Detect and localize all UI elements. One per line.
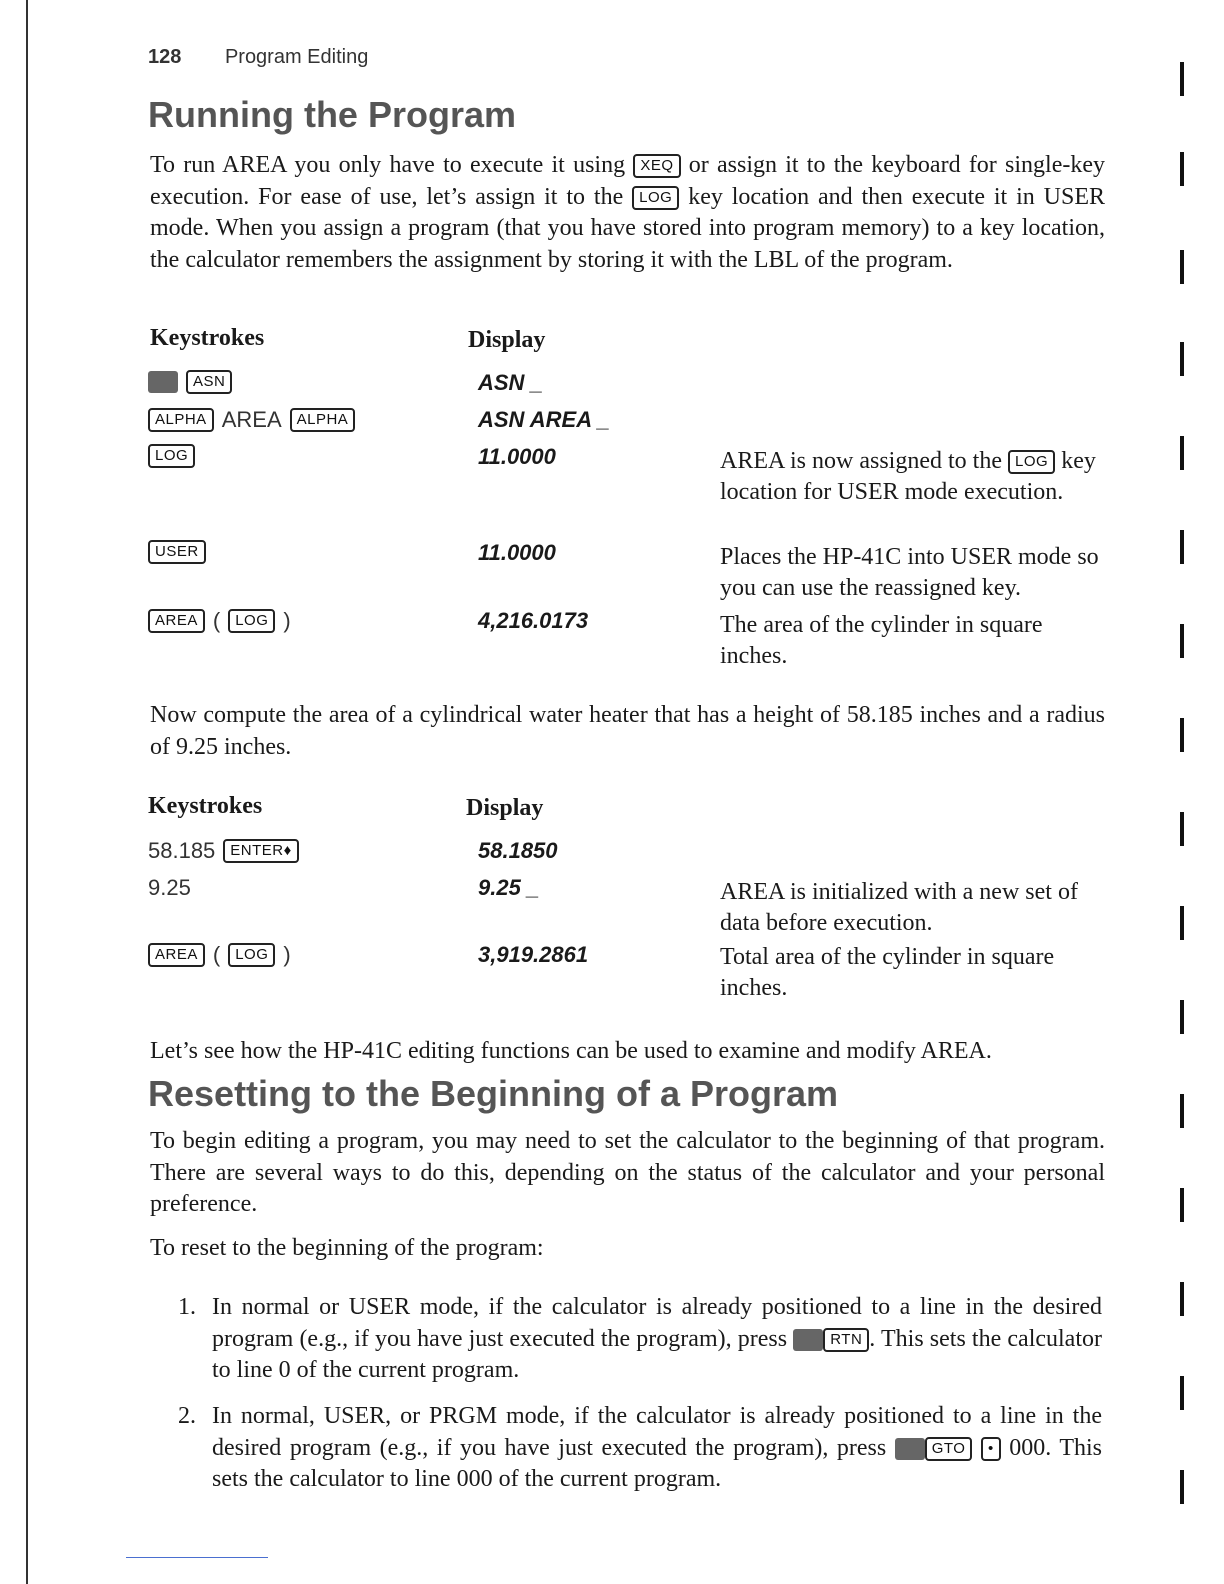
keystrokes-cell	[148, 942, 291, 968]
display-value: ASN _	[478, 370, 543, 395]
list-item	[178, 1401, 1103, 1496]
edge-mark	[1180, 342, 1184, 376]
keystrokes-header: Keystrokes	[150, 325, 265, 351]
edge-mark	[1180, 1282, 1184, 1316]
log-key: LOG	[148, 444, 195, 468]
display-header: Display	[466, 795, 544, 821]
keystrokes-cell	[148, 838, 299, 864]
shift-key	[148, 371, 178, 393]
rtn-key: RTN	[823, 1328, 869, 1352]
reset-intro: To reset to the beginning of the program:	[150, 1235, 544, 1261]
edge-mark	[1180, 436, 1184, 470]
heading-running-the-program: Running the Program	[148, 94, 516, 135]
running-head	[148, 46, 368, 69]
item-text: In normal, USER, or PRGM mode, if the calculator is already positioned to a line in the desired program (e.g., if you have just executed the program), press	[212, 1403, 1102, 1461]
open-paren: (	[212, 942, 221, 967]
display-value: 11.0000	[478, 540, 556, 565]
resetting-paragraph: To begin editing a program, you may need to set the calculator to the beginning of that program. There are several ways to do this, depending on the status of the calculator and your personal preference.	[150, 1128, 1105, 1217]
item-text: . This sets the calculator to line 0 of the current program.	[212, 1325, 1102, 1383]
alpha-key: ALPHA	[148, 408, 214, 432]
enter-key: ENTER♦	[223, 839, 299, 863]
display-value: 3,919.2861	[478, 942, 589, 967]
keystrokes-cell	[148, 608, 291, 634]
keystrokes-header: Keystrokes	[148, 793, 263, 819]
shift-key	[793, 1329, 823, 1351]
section-name: Program Editing	[224, 46, 369, 68]
edge-mark	[1180, 250, 1184, 284]
footnote-rule	[126, 1557, 268, 1558]
page-number: 128	[148, 46, 182, 68]
list-number: 2.	[178, 1403, 196, 1429]
edge-mark	[1180, 1188, 1184, 1222]
open-paren: (	[212, 608, 221, 633]
user-key: USER	[148, 540, 206, 564]
edge-mark	[1180, 718, 1184, 752]
edge-mark	[1180, 624, 1184, 658]
edge-mark	[1180, 1094, 1184, 1128]
area-key: AREA	[148, 943, 205, 967]
display-value: 11.0000	[478, 444, 556, 469]
log-key: LOG	[1008, 450, 1055, 474]
edge-mark	[1180, 1000, 1184, 1034]
intro-text: key location and then execute it in USER mode. When you assign a program (that you have stored into program memory) to a key location, the calculator remembers the assignment by storing it with the LBL of the program.	[150, 183, 1106, 273]
close-paren: )	[283, 942, 291, 967]
display-header: Display	[468, 327, 546, 353]
intro-text: To run AREA you only have to execute it using	[150, 152, 626, 178]
keystrokes-cell	[148, 875, 191, 901]
xeq-key: XEQ	[633, 154, 680, 178]
shift-key	[895, 1438, 925, 1460]
edge-mark	[1180, 906, 1184, 940]
edge-mark	[1180, 530, 1184, 564]
log-key: LOG	[632, 186, 679, 210]
list-item	[178, 1292, 1102, 1387]
mid-paragraph: Now compute the area of a cylindrical water heater that has a height of 58.185 inches and a radius of 9.25 inches.	[150, 702, 1105, 760]
asn-key: ASN	[186, 370, 232, 394]
comment	[720, 446, 1100, 508]
comment: AREA is initialized with a new set of data before execution.	[720, 879, 1078, 936]
alpha-key: ALPHA	[290, 408, 356, 432]
keystroke-text: 58.185	[148, 838, 216, 863]
keystrokes-cell	[148, 540, 206, 564]
display-value: 4,216.0173	[478, 608, 589, 633]
log-key: LOG	[228, 609, 275, 633]
comment-text: AREA is now assigned to the	[720, 448, 1002, 474]
intro-paragraph	[150, 150, 1105, 276]
list-number: 1.	[178, 1294, 196, 1320]
edge-mark	[1180, 812, 1184, 846]
intro-text: or assign it to the keyboard for single-key execution. For ease of use, let’s assign it to the	[150, 152, 1106, 210]
heading-resetting: Resetting to the Beginning of a Program	[148, 1073, 839, 1114]
display-value: 9.25 _	[478, 875, 540, 900]
log-key: LOG	[228, 943, 275, 967]
comment-text: key location for USER mode execution.	[720, 448, 1096, 505]
edge-mark	[1180, 152, 1184, 186]
keystroke-text: 9.25	[148, 875, 191, 900]
area-key: AREA	[148, 609, 205, 633]
keystrokes-cell	[148, 444, 195, 468]
decimal-point-key: •	[981, 1437, 1001, 1461]
item-text: 000. This sets the calculator to line 000 of the current program.	[212, 1434, 1103, 1492]
comment: Total area of the cylinder in square inches.	[720, 944, 1055, 1001]
keystrokes-cell	[148, 407, 355, 433]
edge-mark	[1180, 1470, 1184, 1504]
comment: The area of the cylinder in square inches.	[720, 612, 1043, 669]
close-paren: )	[283, 608, 291, 633]
item-text: In normal or USER mode, if the calculator is already positioned to a line in the desired program (e.g., if you have just executed the program), press	[212, 1294, 1102, 1352]
display-value: 58.1850	[478, 838, 558, 863]
edge-mark	[1180, 62, 1184, 96]
closing-paragraph: Let’s see how the HP-41C editing functions can be used to examine and modify AREA.	[150, 1038, 992, 1064]
page-left-edge	[26, 0, 28, 1584]
comment: Places the HP-41C into USER mode so you can use the reassigned key.	[720, 544, 1099, 601]
gto-key: GTO	[925, 1437, 973, 1461]
keystrokes-cell	[148, 370, 232, 394]
keystroke-text: AREA	[221, 407, 282, 432]
edge-mark	[1180, 1376, 1184, 1410]
display-value: ASN AREA _	[478, 407, 610, 432]
